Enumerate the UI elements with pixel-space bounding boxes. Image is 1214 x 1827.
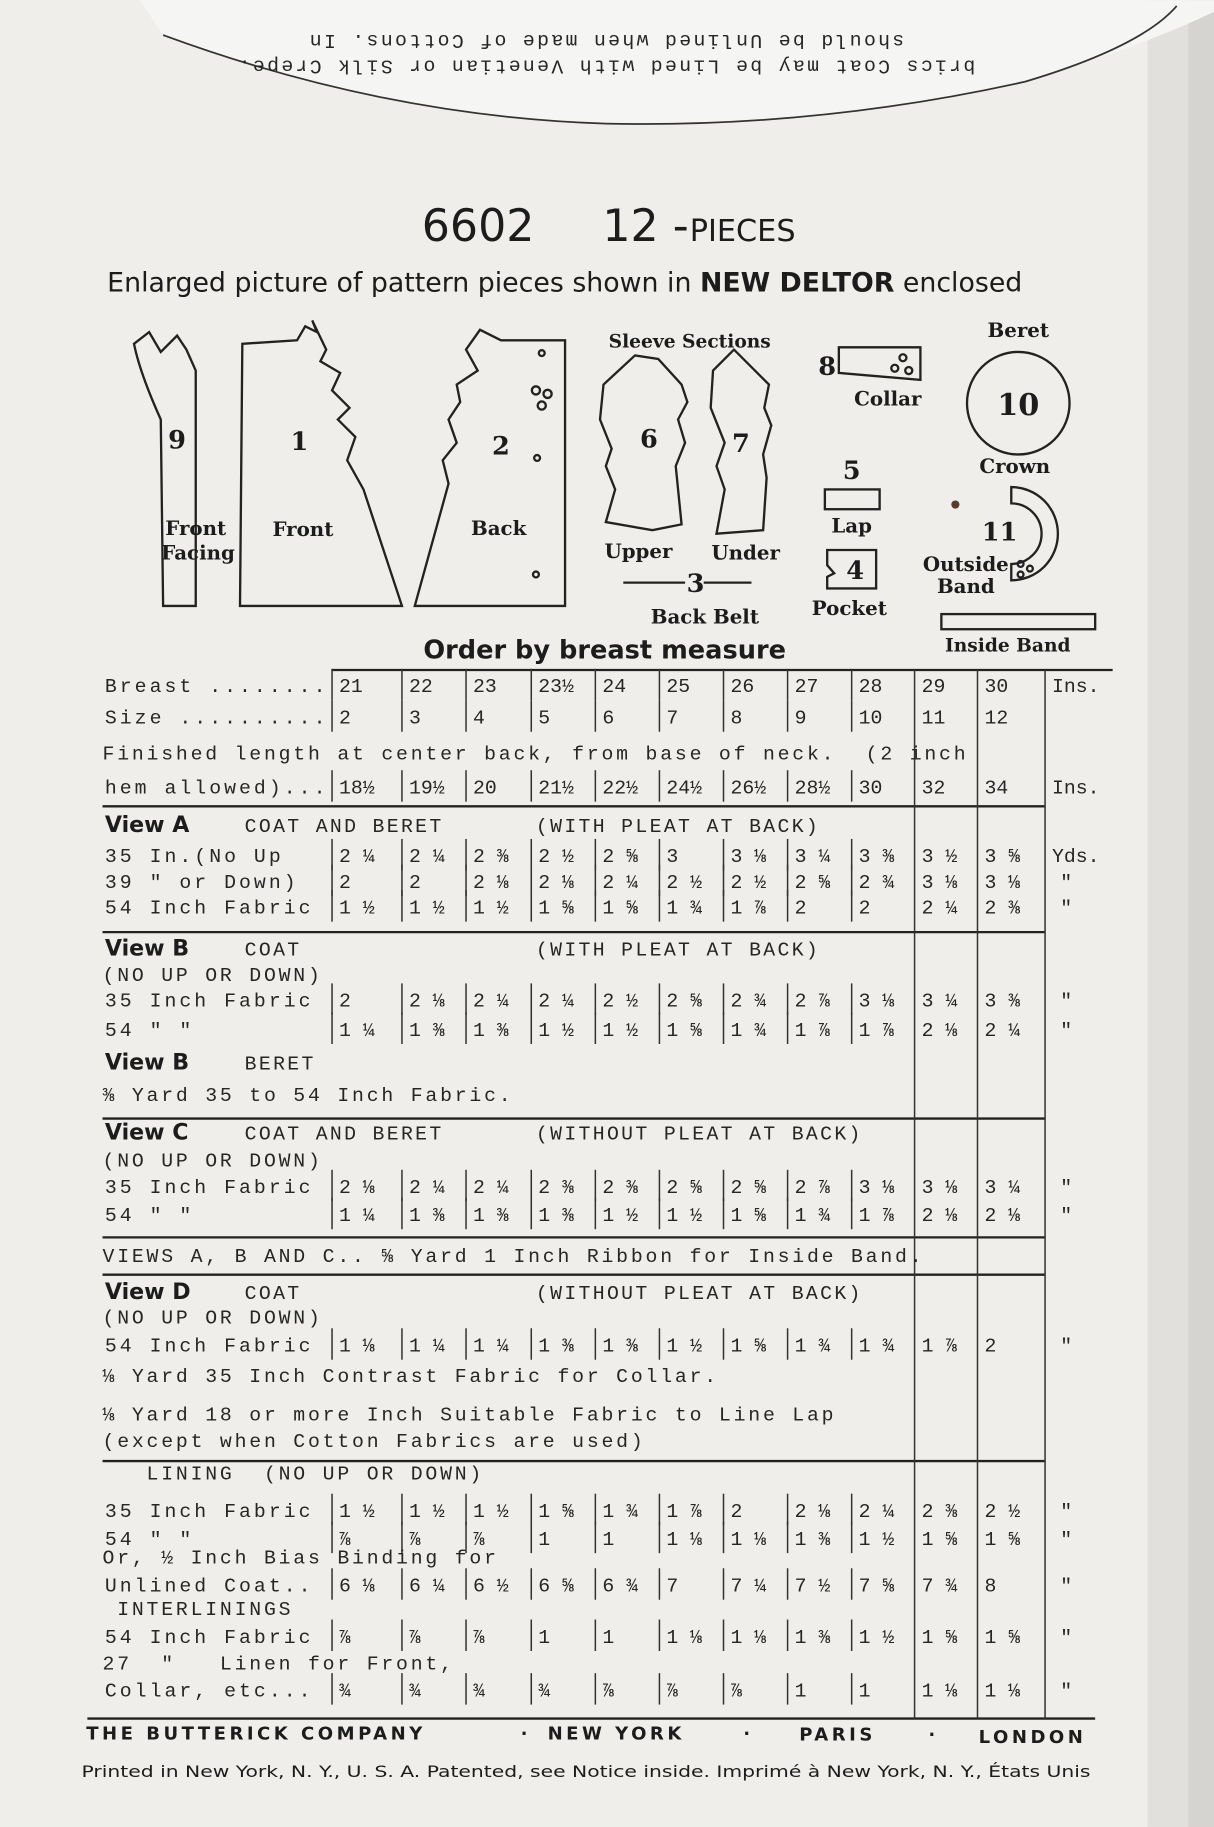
size-value-cell: 2 ½: [538, 846, 574, 869]
size-value-cell: 3 ⅛: [858, 990, 895, 1013]
size-value-cell: ¾: [339, 1680, 351, 1703]
size-value-cell: 2: [339, 990, 351, 1013]
size-value-cell: 1 ⅝: [602, 897, 638, 920]
enlarged-prefix: Enlarged picture of pattern pieces shown in: [107, 267, 692, 299]
size-value-cell: ⅞: [408, 1528, 421, 1551]
size-value-cell: 2 ⅛: [984, 1205, 1021, 1228]
size-value-cell: 2 ⅜: [602, 1177, 638, 1200]
size-value-cell: 2 ½: [730, 871, 767, 894]
size-value-cell: 22½: [602, 777, 638, 800]
size-value-cell: 3 ⅜: [858, 846, 895, 869]
separator: ·: [743, 1724, 750, 1745]
size-value-cell: 11: [921, 707, 946, 730]
size-value-cell: 3 ½: [921, 846, 958, 869]
size-value-cell: 1 ½: [339, 897, 375, 920]
piece-number: 6: [640, 424, 658, 455]
piece-label: Collar: [854, 386, 922, 411]
size-value-cell: 1 ¾: [794, 1205, 831, 1228]
size-value-cell: 2 ⅛: [794, 1501, 831, 1524]
table-note: ⅛ Yard 18 or more Inch Suitable Fabric to Line Lap: [102, 1404, 837, 1427]
city-paris: PARIS: [799, 1724, 876, 1746]
view-title: COAT: [244, 1283, 302, 1306]
table-note: 27 " Linen for Front,: [102, 1653, 455, 1676]
view-heading: View C: [104, 1119, 189, 1146]
size-value-cell: 6 ⅛: [339, 1575, 375, 1598]
size-value-cell: 25: [666, 676, 691, 699]
size-value-cell: 1 ⅝: [984, 1528, 1021, 1551]
size-value-cell: ⅞: [473, 1528, 485, 1551]
row-label: 39 " or Down): [104, 871, 299, 894]
size-value-cell: 2 ¼: [408, 1177, 445, 1200]
size-value-cell: 1 ⅛: [730, 1626, 767, 1649]
size-value-cell: 6 ½: [473, 1575, 509, 1598]
unit-label: ": [1060, 1528, 1073, 1551]
view-heading: View B: [104, 935, 190, 962]
size-value-cell: 21: [339, 676, 363, 699]
size-value-cell: 1 ⅝: [730, 1205, 767, 1228]
size-value-cell: 2 ¼: [921, 897, 958, 920]
size-value-cell: 1 ½: [666, 1335, 703, 1358]
size-value-cell: 2 ¼: [339, 846, 375, 869]
size-value-cell: 3 ¼: [921, 990, 958, 1013]
size-value-cell: 1 ¾: [730, 1019, 767, 1042]
piece-label: Back: [470, 515, 527, 540]
size-value-cell: 1 ½: [473, 897, 509, 920]
piece-number: 2: [492, 431, 510, 462]
size-value-cell: 1 ⅞: [666, 1501, 703, 1524]
size-value-cell: 28: [858, 676, 883, 699]
table-note: Or, ½ Inch Bias Binding for: [102, 1547, 499, 1570]
piece-label: Lap: [831, 513, 872, 538]
size-value-cell: ⅞: [602, 1680, 615, 1703]
size-value-cell: 3 ⅛: [858, 1177, 895, 1200]
size-value-cell: 2 ⅛: [921, 1205, 958, 1228]
size-value-cell: 2 ⅞: [794, 990, 831, 1013]
separator: ·: [928, 1725, 936, 1746]
size-value-cell: 27: [794, 676, 819, 699]
size-value-cell: 2: [408, 871, 421, 894]
unit-label: ": [1060, 1205, 1073, 1228]
row-label: 35 Inch Fabric: [104, 1501, 314, 1524]
size-value-cell: 7: [666, 707, 679, 730]
size-value-cell: 2 ⅛: [473, 871, 509, 894]
table-note: (NO UP OR DOWN): [102, 1307, 323, 1330]
view-heading: View B: [104, 1049, 190, 1076]
table-note: ⅜ Yard 35 to 54 Inch Fabric.: [102, 1085, 514, 1108]
piece-number: 7: [732, 429, 750, 460]
view-heading: View A: [104, 811, 190, 838]
piece-label: Upper: [604, 539, 673, 564]
size-value-cell: ⅞: [666, 1680, 679, 1703]
size-value-cell: 1 ½: [473, 1501, 509, 1524]
company-name: THE BUTTERICK COMPANY: [86, 1723, 426, 1745]
size-value-cell: 1 ⅞: [730, 897, 767, 920]
size-value-cell: 10: [858, 707, 883, 730]
size-value-cell: 2 ⅜: [538, 1177, 574, 1200]
size-value-cell: 2 ⅝: [794, 871, 831, 894]
table-note: INTERLININGS: [102, 1598, 294, 1621]
size-value-cell: 4: [473, 707, 485, 730]
size-value-cell: ⅞: [408, 1626, 421, 1649]
size-value-cell: 1 ¼: [473, 1335, 509, 1358]
size-value-cell: 20: [473, 777, 497, 800]
size-value-cell: 2 ¼: [473, 990, 509, 1013]
pattern-number: 6602: [421, 201, 535, 253]
size-value-cell: 2 ¼: [473, 1177, 509, 1200]
size-value-cell: 1 ¼: [408, 1335, 445, 1358]
size-value-cell: 1 ⅜: [473, 1205, 509, 1228]
size-value-cell: 3 ⅛: [730, 846, 767, 869]
size-value-cell: 2 ⅜: [473, 846, 509, 869]
size-value-cell: 3: [408, 707, 421, 730]
piece-label: Outside: [922, 551, 1009, 576]
size-value-cell: 2: [984, 1335, 997, 1358]
size-value-cell: 2: [730, 1501, 743, 1524]
size-value-cell: 1 ⅛: [730, 1528, 767, 1551]
size-value-cell: 1 ⅞: [858, 1205, 895, 1228]
size-value-cell: 7 ⅝: [858, 1575, 895, 1598]
size-value-cell: 23½: [538, 676, 574, 699]
row-label: Collar, etc...: [104, 1680, 314, 1703]
size-value-cell: 3 ⅛: [921, 1177, 958, 1200]
size-value-cell: 1 ¾: [602, 1501, 638, 1524]
deltor-brand: NEW DELTOR: [699, 267, 895, 299]
size-value-cell: 2 ¼: [408, 846, 445, 869]
size-value-cell: 2 ¾: [858, 871, 895, 894]
size-value-cell: ⅞: [339, 1528, 351, 1551]
size-value-cell: ⅞: [339, 1626, 351, 1649]
size-value-cell: 23: [473, 676, 497, 699]
size-value-cell: 1 ⅝: [730, 1335, 767, 1358]
size-value-cell: 1 ⅞: [921, 1335, 958, 1358]
size-value-cell: 1 ⅝: [984, 1626, 1021, 1649]
row-label: 35 Inch Fabric: [104, 1177, 314, 1200]
piece-number: 11: [981, 517, 1018, 548]
row-label: Unlined Coat..: [104, 1575, 314, 1598]
unit-label: ": [1060, 1335, 1073, 1358]
row-label: 54 Inch Fabric: [104, 1626, 314, 1649]
unit-label: Yds.: [1052, 846, 1100, 869]
piece-label: Back Belt: [650, 604, 759, 629]
piece-number: 1: [290, 426, 309, 457]
row-label: 54 " ": [104, 1019, 195, 1042]
size-value-cell: 26½: [730, 777, 767, 800]
size-value-cell: 24: [602, 676, 627, 699]
size-value-cell: 1 ½: [666, 1205, 703, 1228]
size-value-cell: 29: [921, 676, 946, 699]
table-note: (NO UP OR DOWN): [102, 1150, 323, 1173]
view-note: (WITHOUT PLEAT AT BACK): [535, 1283, 863, 1306]
unit-label: ": [1060, 871, 1073, 894]
size-value-cell: 5: [538, 707, 551, 730]
size-value-cell: 24½: [666, 777, 703, 800]
size-value-cell: 1 ¾: [858, 1335, 895, 1358]
size-value-cell: 2: [794, 897, 807, 920]
sleeve-sections-title: Sleeve Sections: [608, 330, 771, 353]
size-value-cell: 3 ¼: [984, 1177, 1021, 1200]
city-new-york: NEW YORK: [547, 1723, 685, 1745]
size-value-cell: 28½: [794, 777, 831, 800]
size-value-cell: 30: [984, 676, 1009, 699]
unit-label: ": [1060, 1177, 1073, 1200]
size-value-cell: 34: [984, 777, 1009, 800]
size-value-cell: 1 ⅜: [408, 1019, 445, 1042]
row-label: 35 Inch Fabric: [104, 990, 314, 1013]
size-value-cell: 1 ¼: [339, 1019, 375, 1042]
size-value-cell: 1 ⅛: [984, 1680, 1021, 1703]
size-value-cell: 9: [794, 707, 807, 730]
table-note: Finished length at center back, from base of neck. (2 inch: [102, 743, 969, 766]
size-value-cell: 8: [730, 707, 743, 730]
piece-label: Crown: [979, 454, 1051, 479]
row-label: 54 Inch Fabric: [104, 1335, 314, 1358]
view-title: BERET: [244, 1053, 316, 1076]
separator: ·: [520, 1724, 528, 1745]
size-value-cell: 3 ⅜: [984, 990, 1021, 1013]
size-value-cell: 2 ¼: [602, 871, 638, 894]
size-value-cell: 8: [984, 1575, 997, 1598]
size-value-cell: 1: [602, 1626, 615, 1649]
size-value-cell: ⅞: [473, 1626, 485, 1649]
size-value-cell: 1 ⅜: [473, 1019, 509, 1042]
size-value-cell: 1: [794, 1680, 807, 1703]
size-value-cell: 7 ¾: [921, 1575, 958, 1598]
size-value-cell: 30: [858, 777, 883, 800]
size-value-cell: 6 ¾: [602, 1575, 638, 1598]
table-note: (NO UP OR DOWN): [102, 965, 323, 988]
row-label: hem allowed)...: [104, 777, 329, 800]
table-note: (except when Cotton Fabrics are used): [102, 1431, 646, 1454]
size-value-cell: 19½: [408, 777, 445, 800]
unit-label: Ins.: [1052, 777, 1100, 800]
size-value-cell: 3: [666, 846, 679, 869]
size-value-cell: 1 ⅝: [666, 1019, 703, 1042]
size-value-cell: 6: [602, 707, 615, 730]
size-value-cell: 2 ⅞: [794, 1177, 831, 1200]
unit-label: ": [1060, 1019, 1073, 1042]
size-value-cell: 26: [730, 676, 755, 699]
city-london: LONDON: [978, 1727, 1087, 1749]
row-label: 54 " ": [104, 1528, 195, 1551]
size-value-cell: 2: [339, 871, 351, 894]
pieces-label: PIECES: [689, 214, 796, 250]
size-value-cell: 2 ½: [984, 1501, 1021, 1524]
size-value-cell: 1 ½: [858, 1528, 895, 1551]
piece-label: Band: [936, 574, 995, 599]
pieces-count: 12 -: [602, 201, 689, 253]
view-heading: View D: [104, 1279, 191, 1306]
unit-label: ": [1060, 1680, 1073, 1703]
size-value-cell: 1 ⅜: [794, 1626, 831, 1649]
view-note: (WITH PLEAT AT BACK): [535, 815, 821, 838]
size-value-cell: 1 ⅝: [538, 1501, 574, 1524]
size-value-cell: 1 ½: [602, 1019, 638, 1042]
view-title: COAT AND BERET: [244, 1123, 444, 1146]
row-label: 35 In.(No Up: [104, 846, 284, 869]
size-value-cell: 6 ⅝: [538, 1575, 574, 1598]
size-value-cell: 1: [538, 1528, 551, 1551]
size-value-cell: 1 ⅛: [666, 1528, 703, 1551]
size-value-cell: 1: [602, 1528, 615, 1551]
unit-label: Ins.: [1052, 676, 1100, 699]
size-value-cell: ¾: [408, 1680, 421, 1703]
size-value-cell: 1 ⅛: [921, 1680, 958, 1703]
size-value-cell: 1 ⅝: [921, 1626, 958, 1649]
piece-number: 9: [168, 425, 187, 456]
printed-notice: Printed in New York, N. Y., U. S. A. Patented, see Notice inside. Imprimé à New York, N. Y., États Unis: [81, 1761, 1091, 1781]
size-value-cell: 1 ⅜: [602, 1335, 638, 1358]
size-value-cell: 1 ⅝: [538, 897, 574, 920]
size-value-cell: 1 ½: [408, 1501, 445, 1524]
row-label: Size ..........: [104, 707, 329, 730]
size-value-cell: 1 ⅛: [339, 1335, 375, 1358]
size-value-cell: 2 ¼: [984, 1019, 1021, 1042]
table-note: VIEWS A, B AND C.. ⅝ Yard 1 Inch Ribbon for Inside Band.: [102, 1245, 925, 1268]
size-value-cell: 2 ⅝: [666, 1177, 703, 1200]
size-value-cell: 2 ⅛: [921, 1019, 958, 1042]
size-value-cell: 1 ¾: [666, 897, 703, 920]
size-value-cell: 2 ⅛: [538, 871, 574, 894]
piece-label: Under: [711, 540, 780, 565]
size-value-cell: 2 ½: [602, 990, 638, 1013]
size-value-cell: 3 ¼: [794, 846, 831, 869]
size-value-cell: ⅞: [730, 1680, 743, 1703]
size-value-cell: 32: [921, 777, 946, 800]
unit-label: ": [1060, 1501, 1073, 1524]
size-value-cell: 1 ¼: [339, 1205, 375, 1228]
size-value-cell: 7: [666, 1575, 679, 1598]
size-value-cell: 2 ½: [666, 871, 703, 894]
size-value-cell: 7 ½: [794, 1575, 831, 1598]
size-value-cell: ¾: [473, 1680, 485, 1703]
size-value-cell: 3 ⅝: [984, 846, 1021, 869]
size-value-cell: 1: [538, 1626, 551, 1649]
piece-label: Inside Band: [945, 634, 1071, 657]
unit-label: ": [1060, 1626, 1073, 1649]
size-value-cell: 1 ⅜: [794, 1528, 831, 1551]
size-value-cell: 1 ½: [339, 1501, 375, 1524]
enlarged-suffix: enclosed: [902, 267, 1023, 299]
size-value-cell: 1 ⅜: [538, 1205, 574, 1228]
size-value-cell: 1 ½: [602, 1205, 638, 1228]
size-value-cell: 2 ¾: [730, 990, 767, 1013]
size-value-cell: 1: [858, 1680, 871, 1703]
size-value-cell: 1 ⅞: [858, 1019, 895, 1042]
view-note: (WITHOUT PLEAT AT BACK): [535, 1123, 863, 1146]
size-value-cell: 1 ½: [538, 1019, 574, 1042]
order-by-breast-measure-title: Order by breast measure: [423, 635, 786, 666]
size-value-cell: 2 ⅜: [921, 1501, 958, 1524]
size-value-cell: 1 ¾: [794, 1335, 831, 1358]
size-value-cell: 3 ⅛: [921, 871, 958, 894]
size-value-cell: 22: [408, 676, 433, 699]
unit-label: ": [1060, 897, 1073, 920]
size-value-cell: 2 ⅜: [984, 897, 1021, 920]
piece-label: Front: [165, 515, 227, 540]
size-value-cell: 1 ⅜: [538, 1335, 574, 1358]
size-value-cell: 2 ⅛: [339, 1177, 375, 1200]
size-value-cell: 2 ⅛: [408, 990, 445, 1013]
piece-label: Pocket: [811, 596, 887, 621]
size-value-cell: 1 ⅜: [408, 1205, 445, 1228]
size-value-cell: 21½: [538, 777, 574, 800]
size-value-cell: 18½: [339, 777, 375, 800]
piece-number: 8: [818, 352, 837, 383]
size-value-cell: 3 ⅛: [984, 871, 1021, 894]
size-value-cell: 2 ¼: [858, 1501, 895, 1524]
row-label: Breast ........: [104, 676, 329, 699]
size-value-cell: 1 ⅞: [794, 1019, 831, 1042]
enlarged-text: [107, 267, 1022, 298]
piece-number: 4: [846, 556, 865, 587]
flap-text-line-2: should be Unlined when made of Cottons. In: [307, 29, 905, 52]
table-note: LINING (NO UP OR DOWN): [102, 1463, 485, 1486]
size-value-cell: 1 ⅛: [666, 1626, 703, 1649]
size-value-cell: 1 ½: [408, 897, 445, 920]
size-value-cell: 2 ⅝: [602, 846, 638, 869]
size-value-cell: ¾: [538, 1680, 551, 1703]
size-value-cell: 2 ⅝: [730, 1177, 767, 1200]
piece-label: Facing: [161, 540, 235, 565]
piece-label: Front: [272, 517, 334, 542]
beret-title: Beret: [987, 317, 1050, 342]
piece-number: 5: [842, 455, 861, 486]
row-label: 54 Inch Fabric: [104, 897, 314, 920]
view-title: COAT: [244, 939, 302, 962]
size-value-cell: 12: [984, 707, 1009, 730]
size-value-cell: 2: [339, 707, 351, 730]
flap-text-line-1: brics Coat may be Lined with Venetian or Silk Crepe.: [236, 54, 976, 77]
size-value-cell: 2 ⅝: [666, 990, 703, 1013]
table-note: ⅛ Yard 35 Inch Contrast Fabric for Collar.: [102, 1365, 719, 1388]
size-value-cell: 2 ¼: [538, 990, 574, 1013]
size-value-cell: 1 ⅝: [921, 1528, 958, 1551]
size-value-cell: 7 ¼: [730, 1575, 767, 1598]
size-value-cell: 2: [858, 897, 871, 920]
unit-label: ": [1060, 1575, 1073, 1598]
row-label: 54 " ": [104, 1205, 195, 1228]
view-note: (WITH PLEAT AT BACK): [535, 939, 821, 962]
size-value-cell: 1 ½: [858, 1626, 895, 1649]
piece-number: 10: [997, 387, 1040, 423]
piece-number: 3: [686, 568, 705, 599]
unit-label: ": [1060, 990, 1073, 1013]
size-value-cell: 6 ¼: [408, 1575, 445, 1598]
view-title: COAT AND BERET: [244, 815, 444, 838]
